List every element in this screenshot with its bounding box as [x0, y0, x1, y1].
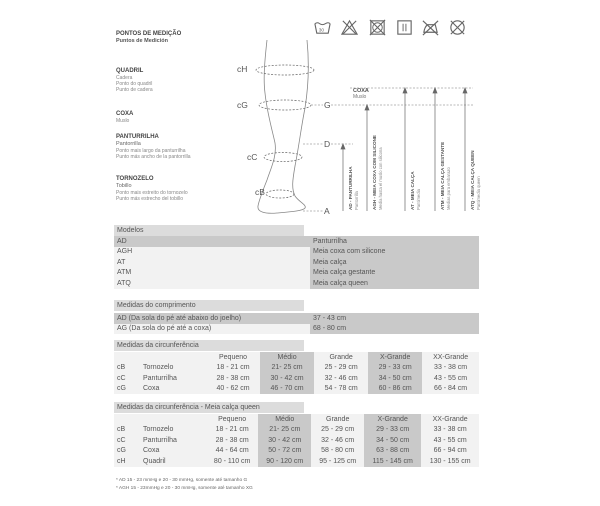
- legend-line: Ponto mais estreito do tornozelo: [116, 189, 188, 196]
- no-iron-icon: [421, 18, 440, 37]
- length-value: 68 - 80 cm: [310, 324, 479, 335]
- cell: 32 - 46 cm: [311, 435, 364, 446]
- cell: 60 - 86 cm: [368, 384, 422, 395]
- model-name: Meia calça gestante: [310, 268, 479, 279]
- cell: 58 - 80 cm: [311, 446, 364, 457]
- cell: 32 - 46 cm: [314, 373, 368, 384]
- cell: Panturrilha: [140, 435, 206, 446]
- cell: 33 - 38 cm: [421, 425, 479, 436]
- cell: 66 - 84 cm: [422, 384, 479, 395]
- cell: 25 - 29 cm: [314, 363, 368, 374]
- legend-group-tornozelo: [116, 176, 188, 202]
- bar-sublabel-at: Pantimedia: [416, 189, 421, 210]
- coxa-label: COXA: [353, 88, 369, 94]
- level-letter-a: A: [324, 206, 330, 216]
- legend-title: PONTOS DE MEDIÇÃO: [116, 31, 182, 37]
- footnote-ad: * AD 15 - 23 mmHg e 20 - 30 mmHg, somente até tamanho G: [116, 478, 248, 483]
- table-row: [114, 247, 479, 258]
- lengths-table: [114, 313, 479, 334]
- cell: 29 - 33 cm: [364, 425, 421, 436]
- cell: Coxa: [140, 384, 206, 395]
- table-row: [114, 257, 479, 268]
- model-code: AGH: [114, 247, 310, 258]
- no-dry-clean-icon: [448, 18, 467, 37]
- col-medio: Médio: [260, 352, 314, 363]
- circ-header: Medidas da circunferência: [114, 340, 304, 351]
- leg-diagram: [225, 38, 495, 220]
- cell: cG: [114, 384, 140, 395]
- col-pequeno: Pequeno: [206, 414, 258, 425]
- cell: cB: [114, 363, 140, 374]
- point-label-ch: cH: [237, 64, 248, 74]
- cell: Tornozelo: [140, 363, 206, 374]
- cell: 90 - 120 cm: [258, 456, 311, 467]
- circ-table: [114, 352, 479, 394]
- point-label-cb: cB: [255, 187, 265, 197]
- length-label: AG (Da sola do pé até a coxa): [114, 324, 310, 335]
- col-xxgrande: XX-Grande: [422, 352, 479, 363]
- cell: 44 - 64 cm: [206, 446, 258, 457]
- table-row: [114, 313, 479, 324]
- bar-label-agh: AGH - MEIA COXA COM SILICONE: [372, 135, 377, 210]
- table-row: [114, 456, 479, 467]
- legend-group-quadril: [116, 68, 153, 93]
- cell: 34 - 50 cm: [364, 435, 421, 446]
- table-row: [114, 384, 479, 395]
- model-code: ATM: [114, 268, 310, 279]
- point-label-cg: cG: [237, 100, 248, 110]
- legend-line: Ponto mais largo da panturrilha: [116, 147, 186, 154]
- bar-label-atm: ATM - MEIA CALÇA GESTANTE: [440, 141, 445, 210]
- cell: 95 - 125 cm: [311, 456, 364, 467]
- model-name: Meia calça queen: [310, 278, 479, 289]
- legend-line: Tobillo: [116, 183, 132, 189]
- legend-group-title: COXA: [116, 111, 134, 117]
- table-header-row: [114, 414, 479, 425]
- cell: 130 - 155 cm: [421, 456, 479, 467]
- legend-line: Punto más ancho de la pantorrilla: [116, 153, 191, 160]
- bar-label-ad: AD - PANTURRILHA: [348, 166, 353, 210]
- cell: Tornozelo: [140, 425, 206, 436]
- model-name: Panturrilha: [310, 236, 479, 247]
- model-name: Meia calça: [310, 257, 479, 268]
- queen-header: Medidas da circunferência - Meia calça queen: [114, 402, 304, 413]
- cell: 18 - 21 cm: [206, 425, 258, 436]
- model-code: AT: [114, 257, 310, 268]
- cell: 21- 25 cm: [258, 425, 311, 436]
- col-xgrande: X-Grande: [364, 414, 421, 425]
- coxa-sublabel: Muslo: [353, 94, 367, 100]
- legend-group-title: QUADRIL: [116, 68, 144, 74]
- length-label: AD (Da sola do pé até abaixo do joelho): [114, 313, 310, 324]
- models-table: [114, 236, 479, 289]
- cell: cB: [114, 425, 140, 436]
- cell: Quadril: [140, 456, 206, 467]
- table-row: [114, 373, 479, 384]
- cell: 28 - 38 cm: [206, 373, 260, 384]
- no-tumble-dry-icon: [368, 18, 387, 37]
- svg-text:30: 30: [318, 28, 324, 34]
- cb-circumference: [266, 190, 294, 198]
- legend-subtitle: Puntos de Medición: [116, 38, 168, 44]
- models-header: Modelos: [114, 225, 304, 236]
- legend-line: Punto más estrecho del tobillo: [116, 195, 183, 202]
- col-medio: Médio: [258, 414, 311, 425]
- col-grande: Grande: [314, 352, 368, 363]
- cell: 18 - 21 cm: [206, 363, 260, 374]
- col-pequeno: Pequeno: [206, 352, 260, 363]
- model-code: AD: [114, 236, 310, 247]
- table-row: [114, 425, 479, 436]
- dry-flat-icon: [395, 18, 414, 37]
- cell: 29 - 33 cm: [368, 363, 422, 374]
- measurement-points-legend: [116, 31, 226, 45]
- table-row: [114, 278, 479, 289]
- cell: 66 - 94 cm: [421, 446, 479, 457]
- wash-30-icon: [313, 18, 332, 37]
- cell: 46 - 70 cm: [260, 384, 314, 395]
- cell: 25 - 29 cm: [311, 425, 364, 436]
- bar-sublabel-agh: Media hasta el muslo con silicona: [378, 147, 383, 210]
- table-header-row: [114, 352, 479, 363]
- queen-table: [114, 414, 479, 467]
- legend-line: Pantorrilla: [116, 141, 141, 147]
- cell: 30 - 42 cm: [260, 373, 314, 384]
- model-name: Meia coxa com silicone: [310, 247, 479, 258]
- table-row: [114, 324, 479, 335]
- legend-group-coxa: [116, 111, 133, 124]
- bar-sublabel-atm: Medias para embarazo: [446, 167, 451, 210]
- cell: 115 - 145 cm: [364, 456, 421, 467]
- legend-line: Cadera: [116, 75, 133, 81]
- cell: 43 - 55 cm: [421, 435, 479, 446]
- col-xxgrande: XX-Grande: [421, 414, 479, 425]
- cell: Panturrilha: [140, 373, 206, 384]
- cell: 50 - 72 cm: [258, 446, 311, 457]
- bar-label-at: AT - MEIA CALÇA: [410, 171, 415, 210]
- legend-line: Punto de cadera: [116, 87, 153, 93]
- cell: cC: [114, 373, 140, 384]
- legend-line: Ponto do quadril: [116, 81, 153, 87]
- table-row: [114, 268, 479, 279]
- bar-label-atq: ATQ - MEIA CALÇA QUEEN: [470, 150, 475, 210]
- cell: 34 - 50 cm: [368, 373, 422, 384]
- cell: 54 - 78 cm: [314, 384, 368, 395]
- cell: 80 - 110 cm: [206, 456, 258, 467]
- table-row: [114, 435, 479, 446]
- cell: 40 - 62 cm: [206, 384, 260, 395]
- legend-group-panturrilha: [116, 134, 191, 160]
- cell: cH: [114, 456, 140, 467]
- cell: 33 - 38 cm: [422, 363, 479, 374]
- legend-line: Muslo: [116, 118, 130, 124]
- cell: 28 - 38 cm: [206, 435, 258, 446]
- table-row: [114, 446, 479, 457]
- point-label-cc: cC: [247, 152, 258, 162]
- cell: cC: [114, 435, 140, 446]
- col-xgrande: X-Grande: [368, 352, 422, 363]
- table-row: [114, 363, 479, 374]
- footnote-agh: * AGH 15 - 23mmHg e 20 - 30 mmHg, somente até tamanho XG: [116, 486, 253, 491]
- level-letter-g: G: [324, 100, 331, 110]
- lengths-header: Medidas do comprimento: [114, 300, 304, 311]
- cell: cG: [114, 446, 140, 457]
- col-grande: Grande: [311, 414, 364, 425]
- cell: Coxa: [140, 446, 206, 457]
- length-value: 37 - 43 cm: [310, 313, 479, 324]
- cell: 21- 25 cm: [260, 363, 314, 374]
- bar-sublabel-atq: Pantimedia queen: [476, 176, 481, 210]
- legend-group-title: PANTURRILHA: [116, 134, 159, 140]
- model-code: ATQ: [114, 278, 310, 289]
- cell: 63 - 88 cm: [364, 446, 421, 457]
- cell: 30 - 42 cm: [258, 435, 311, 446]
- no-bleach-icon: [340, 18, 359, 37]
- cell: 43 - 55 cm: [422, 373, 479, 384]
- table-row: [114, 236, 479, 247]
- level-letter-d: D: [324, 139, 331, 149]
- legend-group-title: TORNOZELO: [116, 176, 154, 182]
- bar-sublabel-ad: Pantorrilla: [354, 191, 359, 210]
